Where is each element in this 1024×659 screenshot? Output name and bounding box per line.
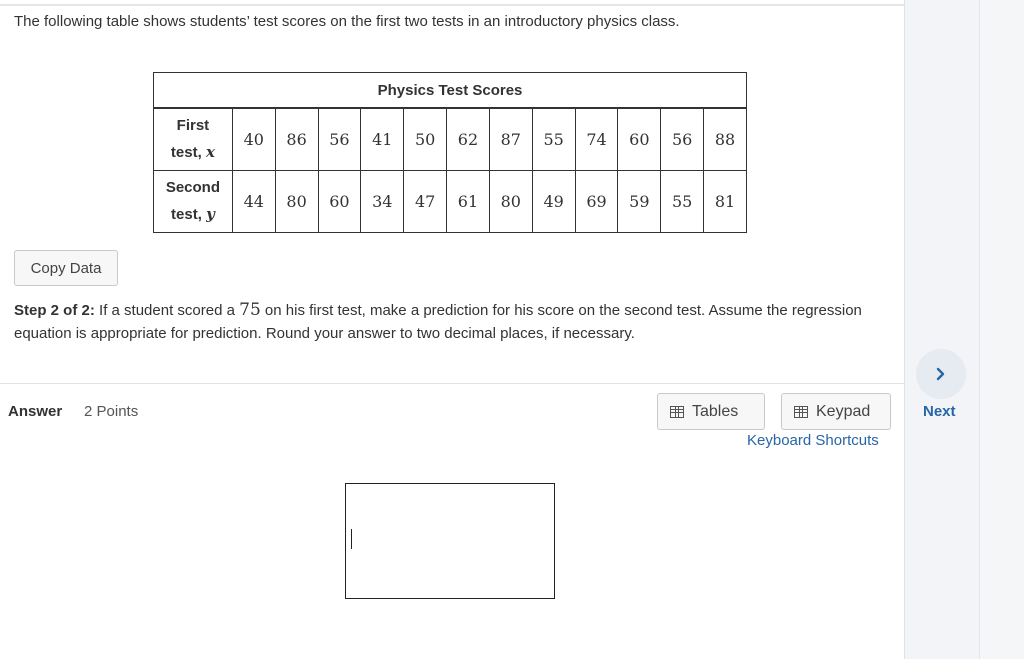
row-header-first: First test, x (154, 108, 233, 171)
keyboard-shortcuts-link[interactable]: Keyboard Shortcuts (747, 432, 879, 449)
table-cell: 41 (361, 108, 404, 171)
step-value: 75 (239, 300, 261, 320)
table-cell: 81 (704, 171, 747, 233)
scores-table (153, 72, 747, 233)
step-instructions: Step 2 of 2: If a student scored a 75 on his first test, make a prediction for his score on the second test. Assume the regression equation is appropriate for prediction. Round your answer to two decimal places, if necessary. (14, 300, 862, 342)
step-label: Step 2 of 2: (14, 302, 95, 319)
table-cell: 80 (489, 171, 532, 233)
table-cell: 61 (447, 171, 490, 233)
row-header-second: Second test, y (154, 171, 233, 233)
keypad-button[interactable]: Keypad (781, 393, 891, 430)
table-cell: 40 (232, 108, 275, 171)
table-cell: 86 (275, 108, 318, 171)
table-cell: 62 (447, 108, 490, 171)
table-cell: 55 (532, 108, 575, 171)
points-label: 2 Points (84, 403, 139, 420)
table-cell: 87 (489, 108, 532, 171)
intro-text: The following table shows students’ test scores on the first two tests in an introductory physics class. (14, 13, 680, 30)
table-cell: 60 (318, 171, 361, 233)
table-cell: 47 (404, 171, 447, 233)
table-cell: 80 (275, 171, 318, 233)
answer-input[interactable] (345, 483, 555, 599)
table-cell: 34 (361, 171, 404, 233)
next-button[interactable] (916, 349, 966, 399)
answer-label: Answer (8, 403, 63, 420)
table-cell: 74 (575, 108, 618, 171)
table-row (154, 171, 747, 233)
table-title: Physics Test Scores (154, 73, 747, 109)
section-divider (0, 383, 904, 384)
table-cell: 59 (618, 171, 661, 233)
text-caret (351, 529, 352, 549)
keypad-icon (794, 406, 808, 418)
table-icon (670, 406, 684, 418)
table-cell: 56 (661, 108, 704, 171)
table-cell: 56 (318, 108, 361, 171)
tables-button[interactable]: Tables (657, 393, 765, 430)
table-cell: 88 (704, 108, 747, 171)
chevron-right-icon (934, 367, 948, 381)
top-divider (0, 4, 904, 6)
next-label[interactable]: Next (923, 403, 956, 420)
table-cell: 50 (404, 108, 447, 171)
table-cell: 44 (232, 171, 275, 233)
copy-data-button[interactable]: Copy Data (14, 250, 118, 286)
table-cell: 69 (575, 171, 618, 233)
table-cell: 55 (661, 171, 704, 233)
table-cell: 60 (618, 108, 661, 171)
table-cell: 49 (532, 171, 575, 233)
table-row (154, 108, 747, 171)
navigation-panel (904, 0, 1024, 659)
